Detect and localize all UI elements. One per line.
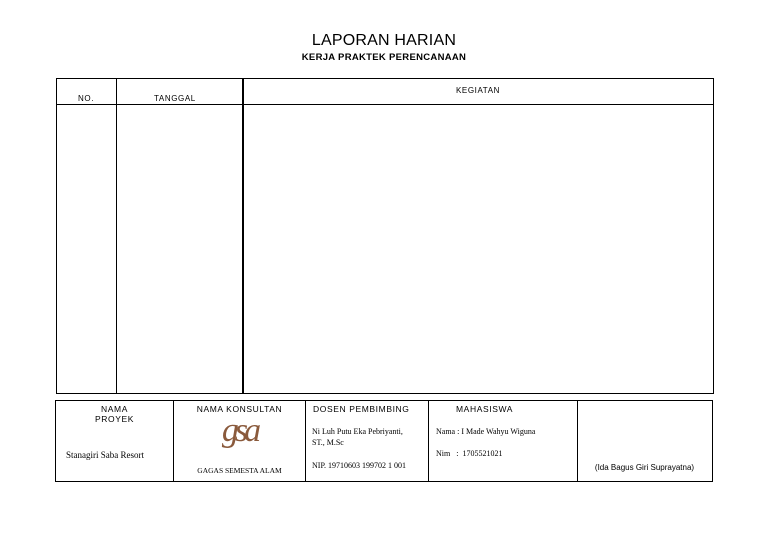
- column-header-kegiatan: KEGIATAN: [455, 86, 501, 95]
- student-label: MAHASISWA: [456, 404, 514, 414]
- student-name: Nama : I Made Wahyu Wiguna: [436, 427, 536, 436]
- report-subtitle: KERJA PRAKTEK PERENCANAAN: [301, 52, 467, 63]
- consultant-logo: gsa: [221, 412, 258, 449]
- supervisor-name: [312, 426, 403, 448]
- column-header-tanggal: TANGGAL: [154, 94, 196, 103]
- project-label: [56, 404, 173, 424]
- supervisor-name-line1: Ni Luh Putu Eka Pebriyanti,: [312, 427, 403, 436]
- footer-info-table: [55, 400, 713, 482]
- student-nim: Nim : 1705521021: [436, 449, 503, 458]
- column-header-no: NO.: [78, 94, 95, 103]
- project-label-line2: PROYEK: [94, 414, 135, 424]
- column-divider-tanggal: [242, 79, 244, 393]
- footer-divider-3: [428, 401, 429, 481]
- supervisor-label: DOSEN PEMBIMBING: [313, 404, 410, 414]
- report-title: LAPORAN HARIAN: [311, 32, 457, 49]
- project-name: Stanagiri Saba Resort: [66, 450, 144, 460]
- activity-table: [56, 78, 714, 394]
- header-row-divider-left: [57, 104, 243, 105]
- signature-name: (Ida Bagus Giri Suprayatna): [594, 463, 695, 472]
- consultant-label: NAMA KONSULTAN: [196, 404, 283, 414]
- supervisor-nip: NIP. 19710603 199702 1 001: [312, 461, 407, 470]
- supervisor-name-line2: ST., M.Sc: [312, 438, 344, 447]
- consultant-name: GAGAS SEMESTA ALAM: [197, 466, 282, 475]
- column-divider-no: [116, 79, 117, 393]
- header-row-divider-right: [243, 104, 713, 105]
- project-label-line1: NAMA: [101, 404, 128, 414]
